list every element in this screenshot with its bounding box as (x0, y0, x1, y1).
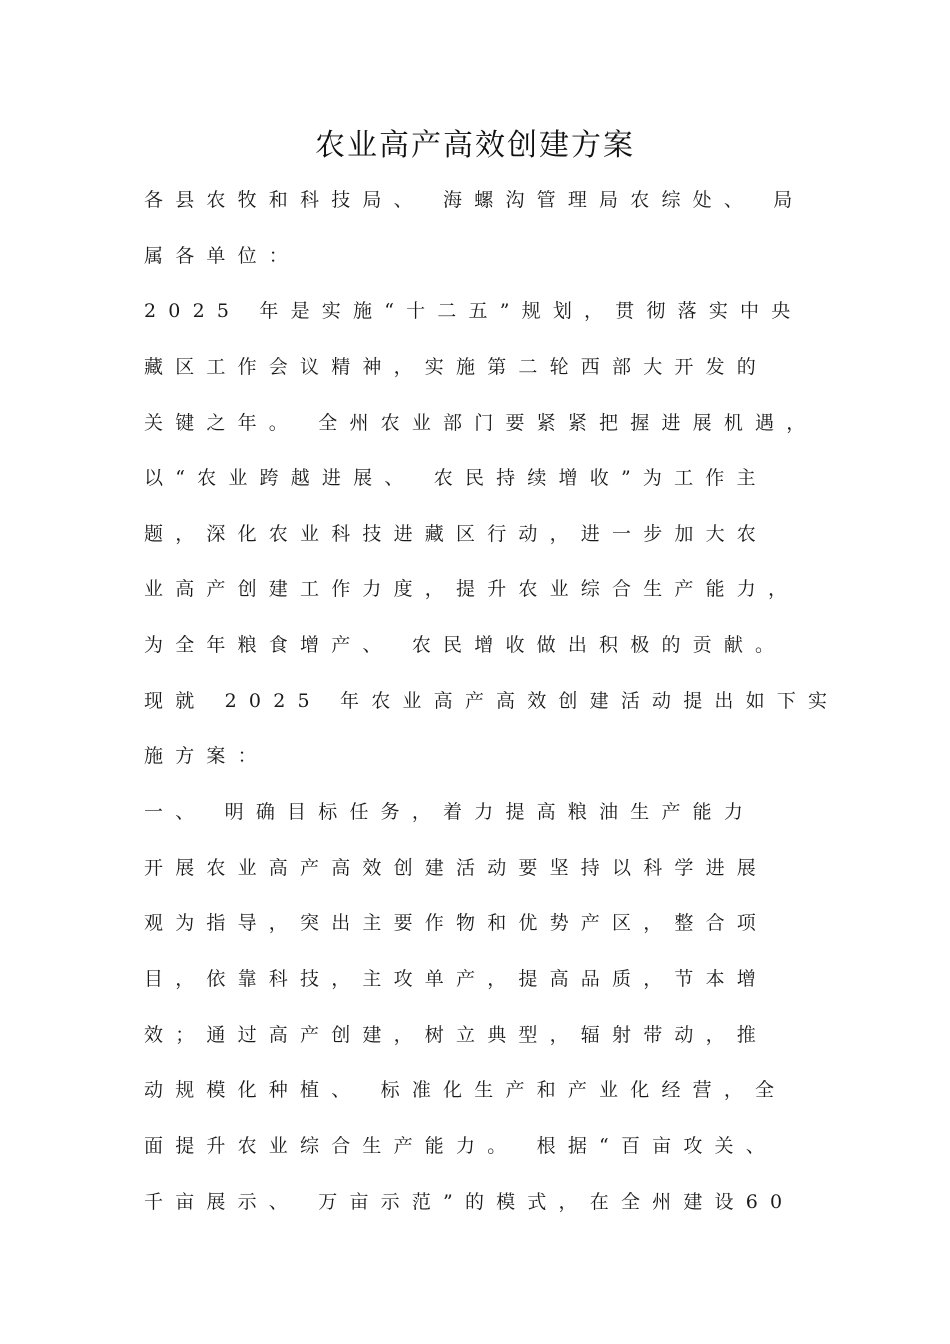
body-line: 动规模化种植、 标准化生产和产业化经营，全 (144, 1079, 787, 1102)
body-line: 业高产创建工作力度，提升农业综合生产能力， (144, 578, 800, 601)
body-line: 效；通过高产创建，树立典型，辐射带动，推 (144, 1023, 769, 1046)
body-line: 面提升农业综合生产能力。 根据“百亩攻关、 (144, 1134, 777, 1157)
body-line: 施方案： (144, 745, 269, 768)
body-line: 为全年粮食增产、 农民增收做出积极的贡献。 (144, 634, 787, 657)
body-line: 目，依靠科技，主攻单产，提高品质，节本增 (144, 967, 769, 990)
body-line: 2025 年是实施“十二五”规划，贯彻落实中央 (144, 300, 803, 323)
body-line: 关键之年。 全州农业部门要紧紧把握进展机遇， (144, 411, 818, 434)
body-line: 观为指导，突出主要作物和优势产区，整合项 (144, 912, 769, 935)
document-body (144, 182, 844, 1239)
body-line: 现就 2025 年农业高产高效创建活动提出如下实 (144, 689, 840, 712)
section-heading: 一、 明确目标任务，着力提高粮油生产能力 (144, 801, 756, 824)
body-line: 题，深化农业科技进藏区行动，进一步加大农 (144, 522, 769, 545)
document-title: 农业高产高效创建方案 (315, 128, 635, 163)
body-line: 千亩展示、 万亩示范”的模式，在全州建设60 (144, 1190, 795, 1213)
body-line: 属各单位： (144, 244, 301, 267)
body-line: 以“农业跨越进展、 农民持续增收”为工作主 (144, 467, 768, 490)
body-line: 开展农业高产高效创建活动要坚持以科学进展 (144, 856, 769, 879)
body-line: 各县农牧和科技局、 海螺沟管理局农综处、 局 (144, 189, 805, 211)
body-line: 藏区工作会议精神，实施第二轮西部大开发的 (144, 355, 769, 378)
